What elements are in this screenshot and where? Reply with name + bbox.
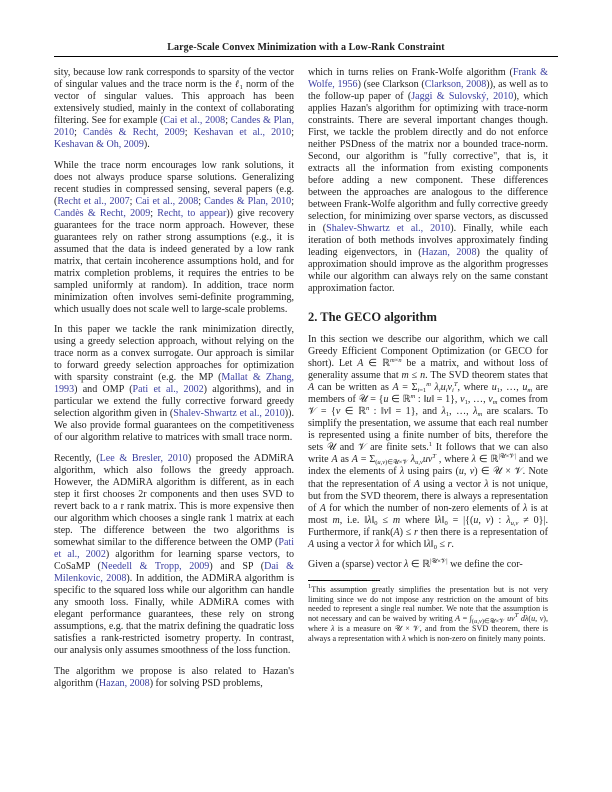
footnote-marker[interactable]: 1: [428, 441, 433, 449]
text-run: ) (see Clarkson (: [357, 79, 425, 91]
footnote: $^1$This assumption greatly simplifies the presentation but is not very limiting since we do not impose any restriction on the amount of bits needed to represent a single real number. We note that the assumption is not necessary and can be waived by writing $A = \int_{(u,v)\in 𝒰\times 𝒱}$ $uv^T$ dλ(u, v), where λ is a measure on 𝒰 × 𝒱, and from the SVD theorem, there is always a representation with λ which is non-zero on finitely many points.: [308, 582, 549, 644]
citation-link[interactable]: Jaggi & Sulovský, 2010: [411, 91, 514, 103]
right-column: [308, 67, 548, 644]
text-run: ) and SP (: [209, 561, 265, 573]
text-run: ) and OMP (: [74, 384, 133, 396]
citation-link[interactable]: Pati et al., 2002: [132, 384, 204, 396]
left-column: [54, 67, 294, 698]
text-run: ), which applies Hazan's algorithm for optimizing with trace-norm constraints. There are several important changes though. First, we tackle the problem directly and do not enforce neither PSDness of the matrix nor a bounded trace-norm. Second, our algorithm is "fully corrective", that is, it extracts all the information from existing components before adding a new component. These differences between the approaches are analogous to the difference between Frank-Wolfe algorithm and fully corrective greedy selection, for minimizing over sparse vectors, as discussed in (: [308, 91, 548, 235]
footnote-rule: [308, 580, 380, 581]
citation-link[interactable]: Pati et al., 2002: [54, 537, 294, 561]
citation-link[interactable]: Keshavan et al., 2010: [193, 127, 292, 139]
paragraph: [54, 324, 294, 444]
section-heading: 2. The GECO algorithm: [308, 310, 437, 325]
citation-link[interactable]: Candes & Plan, 2010: [54, 115, 294, 139]
paragraph: Given a (sparse) vector λ ∈ ℝ$^{|𝒰\times 𝒱|}$ we define the cor-: [308, 558, 523, 571]
citation-link[interactable]: Keshavan & Oh, 2009: [54, 139, 144, 151]
text-run: While the trace norm encourages low rank solutions, it does not always produce sparse solutions. Generalizing recent studies in compressed sensing, several papers (e.g. (: [54, 159, 294, 207]
text-run: ). In addition, the ADMiRA algorithm is specific to the squared loss while our algorithm can handle any smooth loss. Finally, while ADMiRA comes with elegant performance guarantees, these rely on strong assumptions, e.g. that the matrix defining the quadratic loss satisfies a rank-restricted isometry property. In contrast, our analysis only assumes smoothness of the loss function.: [54, 573, 295, 657]
citation-link[interactable]: Cai et al., 2008: [135, 195, 199, 207]
citation-link[interactable]: Mallat & Zhang, 1993: [54, 372, 294, 396]
text-run: )), as well as to the follow-up paper of (: [308, 79, 548, 103]
citation-link[interactable]: Candes & Plan, 2010: [204, 195, 292, 207]
paragraph: [54, 666, 294, 690]
citation-link[interactable]: Dai & Milenkovic, 2008: [54, 561, 294, 585]
citation-link[interactable]: Recht, to appear: [157, 207, 227, 219]
header-rule: [54, 56, 558, 57]
citation-link[interactable]: Shalev-Shwartz et al., 2010: [173, 408, 285, 420]
text-run: The algorithm we propose is also related to Hazan's algorithm (: [54, 665, 294, 689]
text-run: )). We also provide formal guarantees on the competitiveness of our algorithm relative to matrices with small trace norm.: [54, 408, 294, 444]
text-run: ) proposed the ADMiRA algorithm, which also follows the greedy approach. However, the ADMiRA algorithm is different, as in each step it first chooses 2r components and then uses SVD to revert back to a r rank matrix. This is more expensive then our algorithm which chooses a single rank 1 matrix at each step. The difference between the two algorithms is somewhat similar to the difference between the OMP (: [54, 452, 294, 549]
text-run: )) give recovery guarantees for the trace norm approach. However, these guarantees rely on rather strong assumptions (e.g., it is assumed that the data is indeed generated by a low rank matrix, that certain incoherence assumptions hold, and for matrix completion problems, it requires the entries to be sampled uniformly at random). In addition, trace norm minimization often involves semi-definite programming, which usually does not scale well to large-scale problems.: [54, 207, 294, 315]
citation-link[interactable]: Recht et al., 2007: [57, 195, 130, 207]
citation-link[interactable]: Needell & Tropp, 2009: [100, 561, 210, 573]
text-run: Recently, (: [54, 452, 100, 464]
text-run: which in turns relies on Frank-Wolfe algorithm (: [308, 67, 513, 78]
citation-link[interactable]: Hazan, 2008: [421, 247, 477, 259]
text-run: ) the quality of approximation should improve as the algorithm progresses while our algorithm can always rely on the same constant approximation factor.: [308, 247, 548, 295]
text-run: ) algorithms), and in particular we extend the fully corrective forward greedy selection algorithm given in (: [54, 384, 294, 420]
paragraph: In this section we describe our algorithm, which we call Greedy Efficient Component Optimization (or GECO for short). Let A ∈ ℝ$^{m\times n}$ be a matrix, and without loss of generality assume that m ≤ n. The SVD theorem states that A can be written as $A = \Sigma_{i=1}^m$ $\lambda_iu_iv_i^T$, where $u_1$, …, $u_m$ are members of 𝒰 = {u ∈ ℝ$^m$ : ‖u‖ = 1}, $v_1$, …, $v_m$ comes from 𝒱 = {v ∈ ℝ$^n$ : ‖v‖ = 1}, and $\lambda_1$, …, $\lambda_m$ are scalars. To simplify the presentation, we assume that each real number is represented using a finite number of bits, therefore the sets 𝒰 and 𝒱 are finite sets.$^1$ It follows that we can also write A as $A = \Sigma_{(u,v)\in 𝒰\times 𝒱}$ $\lambda_{u,v}uv^T$ , where λ ∈ ℝ$^{|𝒰\times 𝒱|}$ and we index the elements of λ using pairs (u, v) ∈ 𝒰 × 𝒱. Note that the representation of A using a vector λ is not unique, but from the SVD theorem, there is always a representation of A for which the number of non-zero elements of λ is at most m, i.e. $‖\lambda‖_0 \le m$ where $‖\lambda‖_0 = |\{(u$, v) : $\lambda_{u,v} \ne 0\}|$. Furthermore, if rank(A) ≤ r then there is a representation of A using a vector λ for which $‖\lambda‖_0 \le r$.: [308, 334, 549, 551]
citation-link[interactable]: Frank & Wolfe, 1956: [308, 67, 548, 91]
citation-link[interactable]: Clarkson, 2008: [424, 79, 487, 91]
paragraph: sity, because low rank corresponds to sparsity of the vector of singular values and the trace norm is the ℓ$_1$ norm of the vector of singular values. This approach has been extensively studied, mainly in the context of collaborating filtering. See for example (Cai et al., 2008; Candes & Plan, 2010; Candès & Recht, 2009; Keshavan et al., 2010; Keshavan & Oh, 2009).: [54, 67, 294, 151]
citation-link[interactable]: Candès & Recht, 2009: [54, 207, 151, 219]
paragraph: [54, 453, 294, 657]
citation-link[interactable]: Shalev-Shwartz et al., 2010: [326, 223, 451, 235]
paragraph: While the trace norm encourages low rank solutions, it does not always produce sparse solutions. Generalizing recent studies in compressed sensing, several papers (e.g. (Recht et al., 2007; Cai et al., 2008; Candes & Plan, 2010; Candès & Recht, 2009; Recht, to appear)) give recovery guarantees for the trace norm approach. However, these guarantees rely on rather strong assumptions (e.g., it is assumed that the data is indeed generated by a low rank matrix, that certain incoherence assumptions hold, and for matrix completion problems, it requires the entries to be sampled uniformly at random). In addition, trace norm minimization often involves semi-definite programming, which usually does not scale well to large-scale problems.: [54, 159, 294, 315]
citation-link[interactable]: Candès & Recht, 2009: [83, 127, 185, 139]
citation-link[interactable]: Cai et al., 2008: [163, 115, 226, 127]
citation-link[interactable]: Lee & Bresler, 2010: [99, 452, 188, 464]
text-run: In this paper we tackle the rank minimization directly, using a greedy selection approach, without relying on the trace norm as a convex surrogate. Our approach is similar to forward greedy selection approaches for optimization with sparsity constraint (e.g. the MP (: [54, 324, 294, 384]
paragraph: [308, 67, 548, 295]
running-header: Large-Scale Convex Minimization with a Low-Rank Constraint: [167, 42, 445, 53]
footnote-number: 1: [308, 582, 312, 590]
text-run: ) for solving PSD problems,: [149, 677, 263, 689]
text-run: ). Finally, while each iteration of both methods involves approximately finding leading eigenvectors, in (: [308, 223, 548, 259]
text-run: ) algorithm for learning sparse vectors, to CoSaMP (: [54, 549, 294, 573]
citation-link[interactable]: Hazan, 2008: [98, 677, 150, 689]
